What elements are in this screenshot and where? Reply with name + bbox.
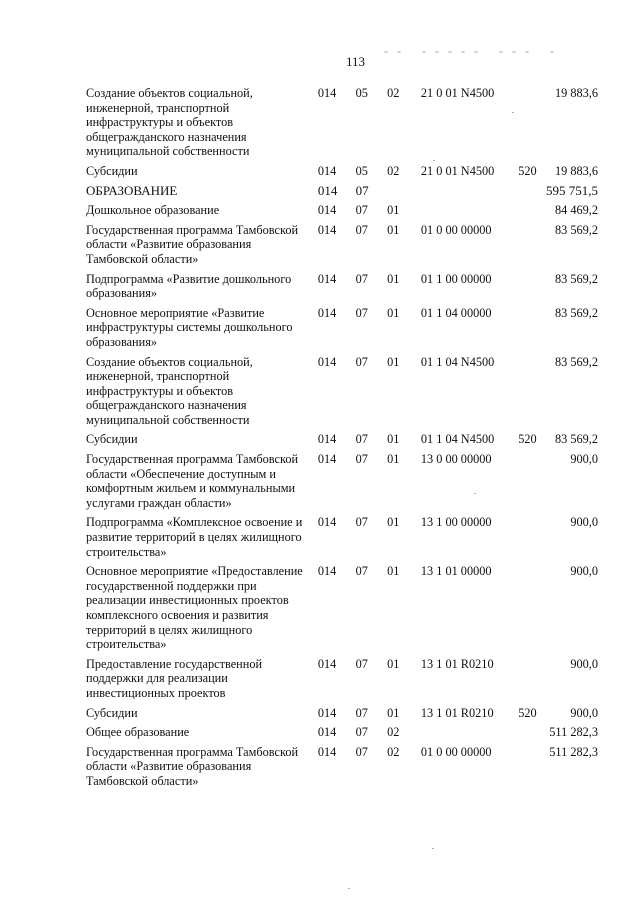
row-name: Субсидии xyxy=(86,432,138,447)
row-subsection-code: 01 xyxy=(387,222,400,237)
page-number: 113 xyxy=(346,54,366,69)
row-amount: 83 569,2 xyxy=(554,432,598,447)
row-subsection-code: 01 xyxy=(387,305,400,320)
row-subsection-code: 02 xyxy=(387,744,400,759)
row-name: Субсидии xyxy=(86,705,138,720)
row-section-code: 07 xyxy=(355,354,368,369)
row-amount: 900,0 xyxy=(570,656,598,671)
table-row xyxy=(86,184,598,204)
table-row xyxy=(86,223,598,272)
row-amount: 900,0 xyxy=(570,705,598,720)
row-target-item-code: 01 1 00 00000 xyxy=(420,271,492,286)
row-ministry-code: 014 xyxy=(317,725,337,740)
row-ministry-code: 014 xyxy=(317,564,337,579)
row-target-item-code: 13 1 01 R0210 xyxy=(420,705,494,720)
row-name: Государственная программа Тамбовской области «Обеспечение доступным и комфортным жильем и коммунальными услугами граждан области» xyxy=(86,452,299,510)
row-subsection-code: 01 xyxy=(387,515,400,530)
row-expense-type-code: 520 xyxy=(518,163,537,178)
row-section-code: 07 xyxy=(355,203,368,218)
row-ministry-code: 014 xyxy=(317,222,337,237)
row-target-item-code: 13 1 01 00000 xyxy=(420,564,492,579)
row-name: Создание объектов социальной, инженерной, транспортной инфраструктуры и объектов общегражданского назначения муниципальной собственности xyxy=(86,86,253,159)
row-amount: 511 282,3 xyxy=(549,725,598,740)
row-ministry-code: 014 xyxy=(317,656,337,671)
table-row xyxy=(86,745,598,794)
table-row xyxy=(86,86,598,164)
row-expense-type-code xyxy=(518,223,546,272)
table-row xyxy=(86,306,598,355)
row-target-item-code: 13 0 00 00000 xyxy=(420,452,492,467)
scan-speck xyxy=(512,112,514,113)
row-expense-type-code: 520 xyxy=(518,432,537,447)
table-row xyxy=(86,452,598,515)
row-section-code: 07 xyxy=(355,705,368,720)
row-section-code: 07 xyxy=(355,725,368,740)
row-name: Основное мероприятие «Развитие инфраструктуры системы дошкольного образования» xyxy=(86,305,293,349)
table-row xyxy=(86,164,598,184)
row-subsection-code: 01 xyxy=(387,656,400,671)
row-section-code: 07 xyxy=(355,656,368,671)
row-name: Подпрограмма «Комплексное освоение и развитие территорий в целях жилищного строительства» xyxy=(86,515,303,559)
row-expense-type-code xyxy=(518,657,546,706)
row-section-code: 05 xyxy=(355,163,368,178)
row-amount: 83 569,2 xyxy=(554,354,598,369)
row-expense-type-code xyxy=(518,272,546,306)
row-amount: 511 282,3 xyxy=(549,744,598,759)
row-subsection-code: 01 xyxy=(387,432,400,447)
row-name: ОБРАЗОВАНИЕ xyxy=(86,182,178,198)
row-expense-type-code xyxy=(518,355,546,433)
row-amount: 83 569,2 xyxy=(554,271,598,286)
row-name: Основное мероприятие «Предоставление государственной поддержки при реализации инвестиционных проектов комплексного освоения и развития территорий в целях жилищного строительства» xyxy=(86,564,303,652)
row-target-item-code: 01 1 04 00000 xyxy=(420,305,492,320)
row-ministry-code: 014 xyxy=(317,744,337,759)
row-section-code: 07 xyxy=(355,432,368,447)
table-row xyxy=(86,272,598,306)
row-expense-type-code xyxy=(518,564,546,657)
table-row xyxy=(86,564,598,657)
row-ministry-code: 014 xyxy=(317,354,337,369)
row-section-code: 07 xyxy=(355,222,368,237)
row-ministry-code: 014 xyxy=(317,182,338,198)
row-expense-type-code: 520 xyxy=(518,705,537,720)
row-amount: 83 569,2 xyxy=(554,222,598,237)
row-subsection-code: 01 xyxy=(387,564,400,579)
row-expense-type-code xyxy=(518,184,546,204)
row-expense-type-code xyxy=(518,745,546,794)
row-target-item-code: 01 1 04 N4500 xyxy=(420,354,495,369)
scan-speck xyxy=(433,160,435,161)
row-expense-type-code xyxy=(518,203,546,223)
row-subsection-code: 01 xyxy=(387,271,400,286)
row-subsection-code xyxy=(387,184,409,204)
row-amount: 19 883,6 xyxy=(554,86,598,100)
row-ministry-code: 014 xyxy=(317,271,337,286)
row-amount: 83 569,2 xyxy=(554,305,598,320)
row-ministry-code: 014 xyxy=(317,705,337,720)
row-section-code: 07 xyxy=(355,515,368,530)
row-section-code: 05 xyxy=(355,86,368,100)
table-row xyxy=(86,432,598,452)
row-target-item-code: 13 1 01 R0210 xyxy=(420,656,494,671)
row-subsection-code: 01 xyxy=(387,203,400,218)
row-amount: 900,0 xyxy=(570,452,598,467)
row-section-code: 07 xyxy=(355,744,368,759)
row-amount: 19 883,6 xyxy=(554,163,598,178)
row-expense-type-code xyxy=(518,452,546,515)
row-ministry-code: 014 xyxy=(317,305,337,320)
scan-artifact-marks: - - - - - - - - - - - xyxy=(384,44,557,58)
row-amount: 595 751,5 xyxy=(546,182,598,198)
row-amount: 900,0 xyxy=(570,564,598,579)
row-target-item-code: 01 1 04 N4500 xyxy=(420,432,495,447)
row-subsection-code: 01 xyxy=(387,354,400,369)
row-target-item-code: 21 0 01 N4500 xyxy=(420,86,495,100)
row-target-item-code xyxy=(409,725,518,745)
row-name: Субсидии xyxy=(86,163,138,178)
row-target-item-code: 01 0 00 00000 xyxy=(420,222,492,237)
row-ministry-code: 014 xyxy=(317,86,337,100)
row-expense-type-code xyxy=(518,86,546,164)
row-name: Предоставление государственной поддержки для реализации инвестиционных проектов xyxy=(86,656,263,700)
row-target-item-code: 21 0 01 N4500 xyxy=(420,163,495,178)
row-subsection-code: 02 xyxy=(387,163,400,178)
row-expense-type-code xyxy=(518,306,546,355)
row-expense-type-code xyxy=(518,725,546,745)
row-target-item-code xyxy=(409,203,518,223)
row-section-code: 07 xyxy=(355,305,368,320)
row-subsection-code: 02 xyxy=(387,725,400,740)
scan-speck xyxy=(432,848,434,849)
row-ministry-code: 014 xyxy=(317,452,337,467)
table-row xyxy=(86,355,598,433)
table-row xyxy=(86,706,598,726)
scan-speck xyxy=(474,493,476,494)
row-section-code: 07 xyxy=(355,182,369,198)
row-target-item-code: 13 1 00 00000 xyxy=(420,515,492,530)
row-section-code: 07 xyxy=(355,564,368,579)
row-name: Государственная программа Тамбовской области «Развитие образования Тамбовской области» xyxy=(86,744,299,788)
row-subsection-code: 01 xyxy=(387,705,400,720)
row-name: Создание объектов социальной, инженерной, транспортной инфраструктуры и объектов общегражданского назначения муниципальной собственности xyxy=(86,354,253,427)
row-expense-type-code xyxy=(518,515,546,564)
row-section-code: 07 xyxy=(355,452,368,467)
table-row xyxy=(86,657,598,706)
table-row xyxy=(86,203,598,223)
row-amount: 900,0 xyxy=(570,515,598,530)
row-ministry-code: 014 xyxy=(317,432,337,447)
row-target-item-code: 01 0 00 00000 xyxy=(420,744,492,759)
row-ministry-code: 014 xyxy=(317,163,337,178)
row-name: Подпрограмма «Развитие дошкольного образования» xyxy=(86,271,292,301)
row-ministry-code: 014 xyxy=(317,203,337,218)
row-section-code: 07 xyxy=(355,271,368,286)
row-subsection-code: 01 xyxy=(387,452,400,467)
row-name: Общее образование xyxy=(86,725,190,740)
row-amount: 84 469,2 xyxy=(554,203,598,218)
row-name: Государственная программа Тамбовской области «Развитие образования Тамбовской области» xyxy=(86,222,299,266)
row-subsection-code: 02 xyxy=(387,86,400,100)
row-ministry-code: 014 xyxy=(317,515,337,530)
scan-speck xyxy=(348,888,350,889)
budget-allocation-table xyxy=(86,86,598,794)
table-row xyxy=(86,725,598,745)
table-row xyxy=(86,515,598,564)
row-target-item-code xyxy=(409,184,518,204)
row-name: Дошкольное образование xyxy=(86,203,220,218)
